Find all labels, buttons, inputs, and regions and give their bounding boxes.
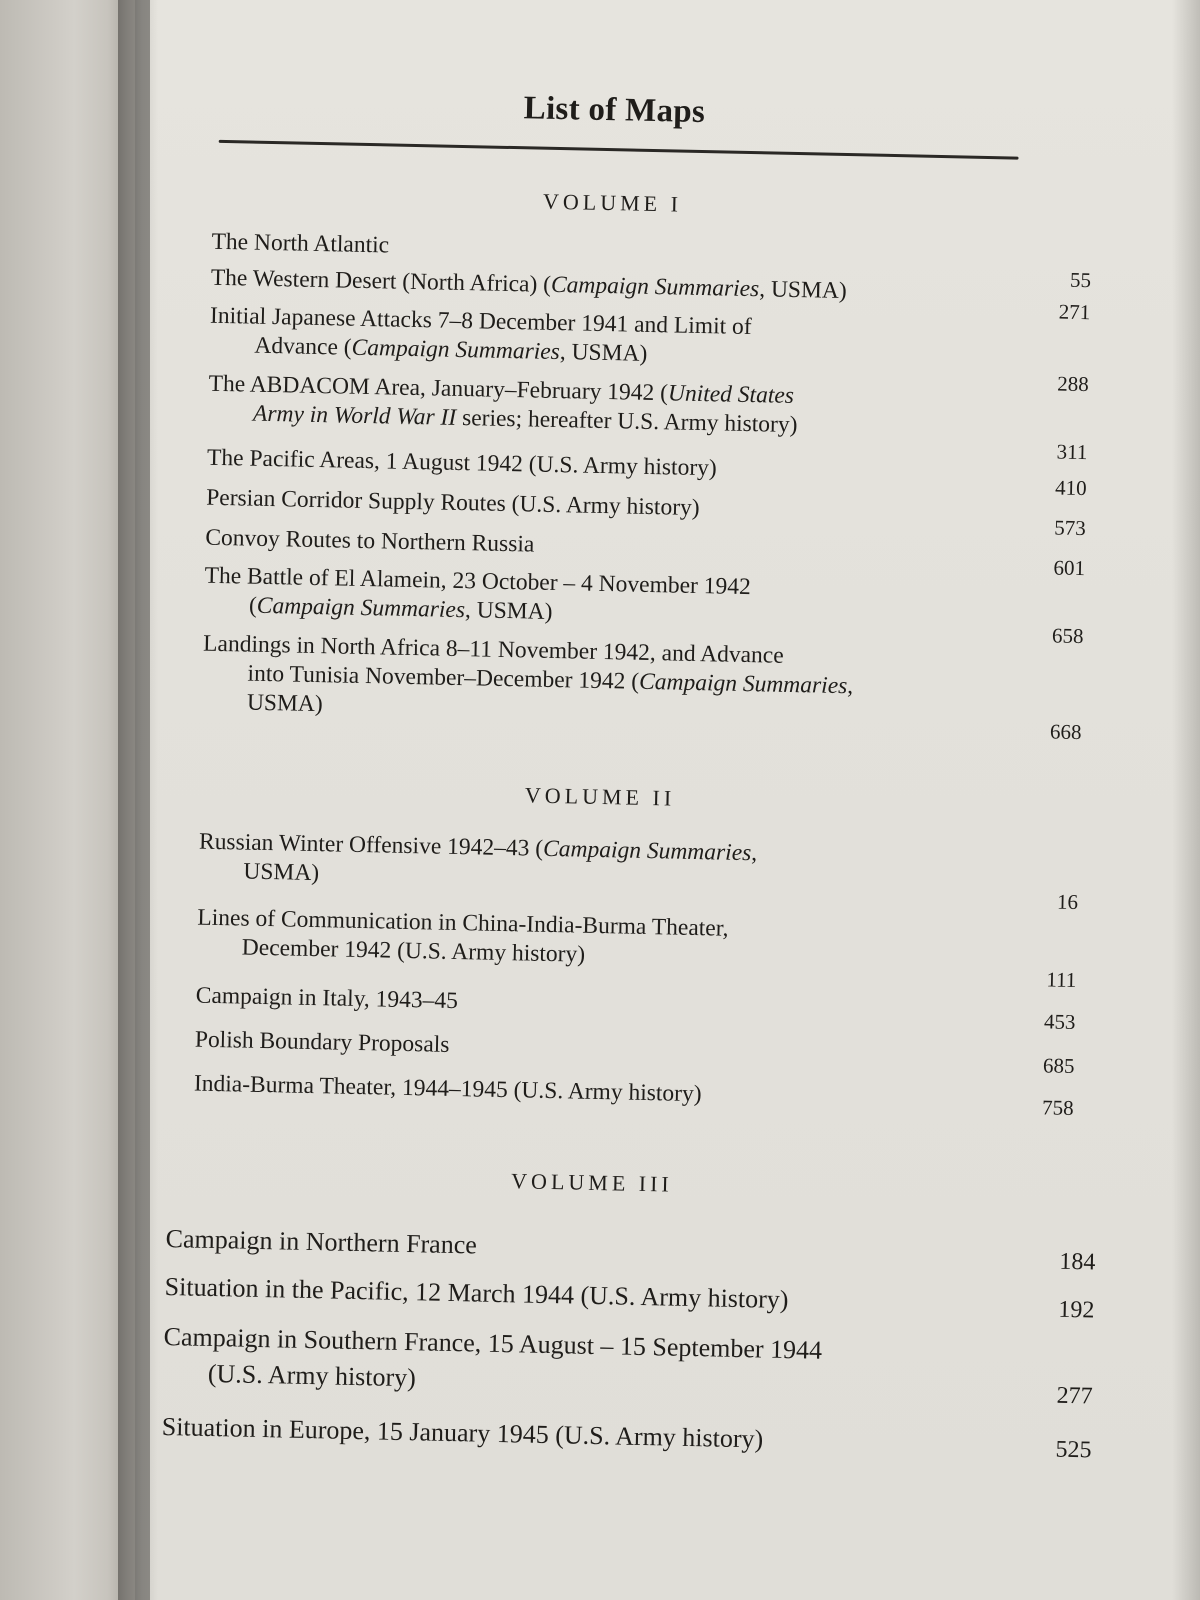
map-entry — [206, 444, 1087, 501]
map-entry — [195, 982, 1076, 1035]
entry-title-line3: USMA) — [246, 689, 323, 718]
entry-title-line2: Advance ( — [254, 332, 352, 361]
entry-page-number: 311 — [1056, 439, 1088, 465]
entry-title-end: , USMA) — [464, 597, 553, 625]
map-entry — [202, 630, 1084, 745]
entry-page-number: 288 — [1057, 371, 1090, 397]
entry-page-number: 658 — [1051, 623, 1084, 649]
entry-title-line2: (U.S. Army history) — [207, 1358, 417, 1393]
entry-page-number: 758 — [1041, 1095, 1074, 1120]
entry-page-number: 601 — [1053, 555, 1086, 581]
map-entry — [193, 1070, 1074, 1120]
entry-page-number: 685 — [1042, 1053, 1075, 1078]
entry-title-end: , — [751, 840, 758, 867]
entry-title-end: , USMA) — [559, 339, 648, 367]
entry-title: The ABDACOM Area, January–February 1942 ( — [208, 370, 669, 407]
entry-title-line2: ( — [248, 592, 258, 619]
page-title: List of Maps — [523, 90, 706, 131]
volume-heading-3: VOLUME III — [510, 1168, 674, 1197]
entry-page-number: 192 — [1058, 1296, 1095, 1324]
entry-title: Situation in Europe, 15 January 1945 (U.S. Army history) — [161, 1411, 764, 1454]
map-entry — [163, 1319, 1094, 1410]
entry-title: Landings in North Africa 8–11 November 1942, and Advance — [202, 630, 784, 669]
entry-title: Polish Boundary Proposals — [194, 1026, 450, 1058]
entry-title: The Western Desert (North Africa) ( — [210, 264, 552, 298]
map-entry — [197, 904, 1078, 993]
entry-title-italic: Campaign Summaries — [351, 334, 561, 366]
entry-title: Lines of Communication in China-India-Burma Theater, — [197, 904, 729, 942]
entry-title: Situation in the Pacific, 12 March 1944 (U.S. Army history) — [164, 1271, 789, 1315]
entry-page-number: 573 — [1054, 515, 1087, 541]
title-rule — [219, 140, 1019, 160]
map-entry — [198, 828, 1079, 915]
entry-page-number: 668 — [1049, 719, 1082, 745]
entry-title-italic: Campaign Summaries — [638, 668, 848, 700]
entry-page-number: 525 — [1055, 1436, 1092, 1464]
entry-title-line2: series; hereafter U.S. Army history) — [455, 404, 798, 439]
volume-heading-1: VOLUME I — [542, 188, 683, 217]
entry-page-number: 410 — [1054, 475, 1087, 501]
entry-page-number: 55 — [1069, 267, 1092, 293]
entry-title-italic: United States — [667, 380, 795, 409]
entry-title-italic: Army in World War II — [252, 400, 457, 431]
volume-heading-2: VOLUME II — [524, 782, 676, 811]
entry-title-end: , — [847, 673, 854, 700]
map-entry — [161, 1409, 1092, 1464]
entry-page-number: 453 — [1043, 1009, 1076, 1035]
map-entry — [194, 1026, 1075, 1078]
entry-title-italic: Campaign Summaries — [256, 592, 466, 624]
entry-title: Russian Winter Offensive 1942–43 ( — [198, 828, 544, 862]
entry-page-number: 184 — [1059, 1248, 1096, 1276]
entry-title-line2: USMA) — [243, 858, 320, 887]
entry-title: Campaign in Northern France — [165, 1224, 478, 1260]
entry-page-number: 16 — [1056, 889, 1079, 915]
entry-page-number: 277 — [1056, 1382, 1093, 1410]
entry-title: Initial Japanese Attacks 7–8 December 1941 and Limit of — [209, 302, 752, 341]
entry-title-line2: into Tunisia November–December 1942 ( — [247, 660, 640, 695]
entry-title: Campaign in Southern France, 15 August – 15 September 1944 — [163, 1321, 823, 1365]
entry-title-line2: December 1942 (U.S. Army history) — [241, 934, 586, 968]
entry-title: The Pacific Areas, 1 August 1942 (U.S. Army history) — [206, 444, 718, 482]
entry-title-end: , USMA) — [758, 276, 847, 305]
map-entry — [164, 1269, 1095, 1324]
entry-title: Campaign in Italy, 1943–45 — [195, 982, 459, 1015]
entry-title: Convoy Routes to Northern Russia — [205, 524, 535, 558]
map-entry — [165, 1221, 1096, 1276]
entry-title: The North Atlantic — [211, 228, 390, 259]
entry-title-italic: Campaign Summaries — [550, 271, 760, 303]
map-entry — [204, 562, 1085, 649]
entry-title-italic: Campaign Summaries — [542, 835, 752, 867]
entry-page-number: 111 — [1046, 967, 1077, 993]
entry-title: Persian Corridor Supply Routes (U.S. Army history) — [205, 484, 700, 522]
entry-title: India-Burma Theater, 1944–1945 (U.S. Army history) — [193, 1070, 702, 1108]
entry-page-number: 271 — [1058, 299, 1091, 325]
entry-title: The Battle of El Alamein, 23 October – 4 November 1942 — [204, 562, 752, 601]
